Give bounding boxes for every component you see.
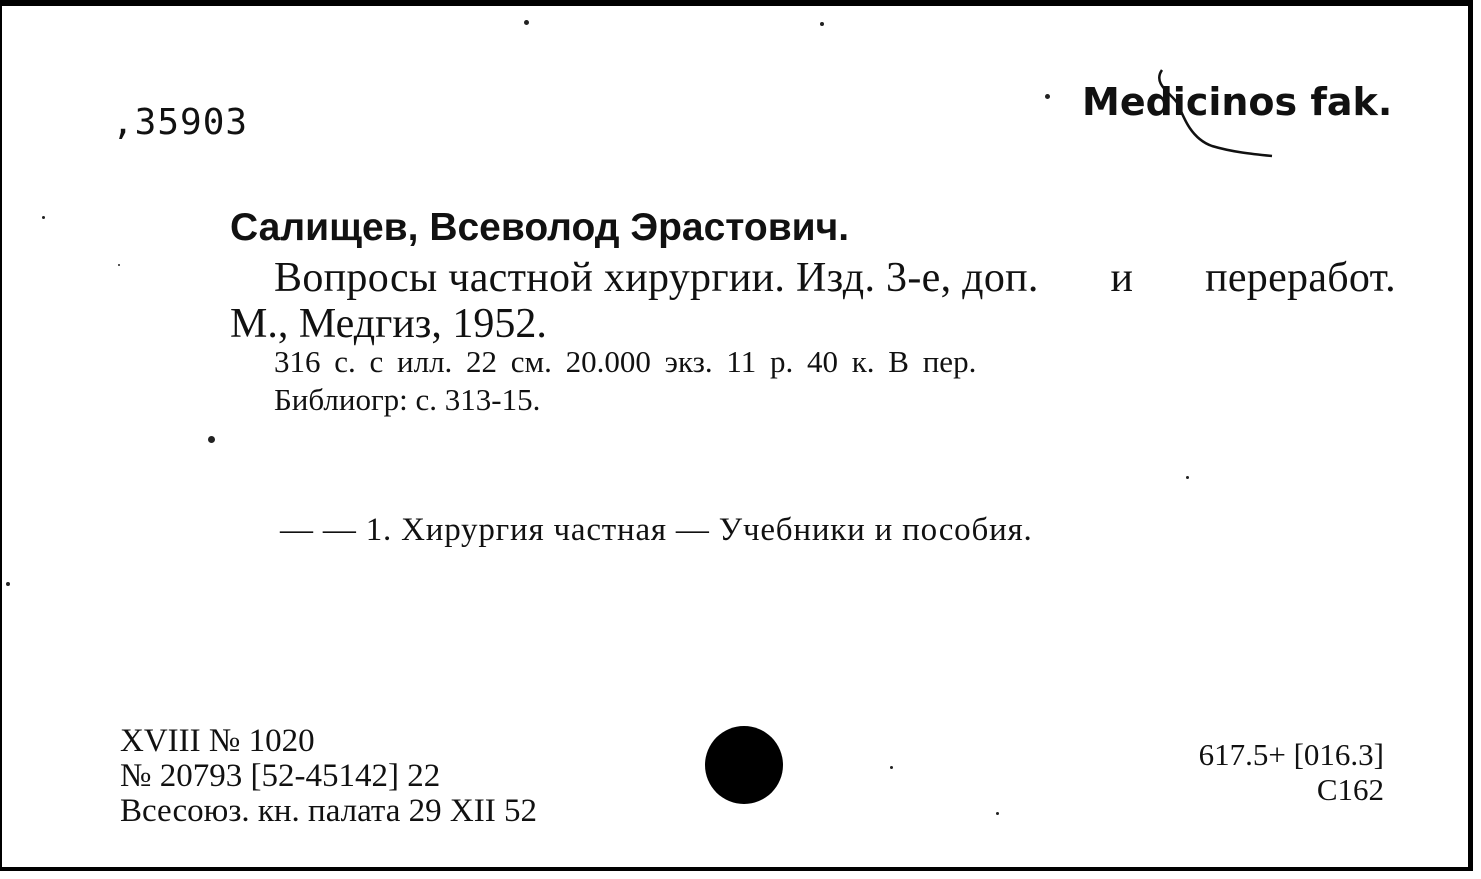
- title-conjunction: и: [1110, 255, 1134, 301]
- registration-block: [120, 724, 537, 829]
- title-text: Вопросы частной хирургии. Изд. 3-е, доп.: [274, 255, 1039, 301]
- speck-mark: [208, 436, 215, 443]
- speck-mark: [1045, 94, 1050, 99]
- author-heading: Салищев, Всеволод Эрастович.: [230, 206, 850, 249]
- collation: 316 с. с илл. 22 см. 20.000 экз. 11 р. 40 к. В пер.: [274, 344, 977, 379]
- speck-mark: [6, 582, 10, 586]
- registration-line: XVIII № 1020: [120, 723, 315, 759]
- classification-block: [1199, 737, 1384, 807]
- title-statement: [274, 254, 1396, 302]
- speck-mark: [820, 22, 824, 26]
- registration-line: Всесоюз. кн. палата 29 XII 52: [120, 793, 537, 829]
- speck-mark: [42, 216, 45, 219]
- speck-mark: [118, 264, 120, 266]
- speck-mark: [996, 812, 999, 815]
- imprint: М., Медгиз, 1952.: [230, 301, 547, 347]
- call-number: С162: [1316, 772, 1384, 807]
- bibliography-note: Библиогр: с. 313-15.: [274, 382, 541, 417]
- subject-heading: — — 1. Хирургия частная — Учебники и пособия.: [280, 512, 1033, 548]
- speck-mark: [1186, 476, 1189, 479]
- card-punch-hole: [705, 726, 783, 804]
- speck-mark: [890, 766, 893, 769]
- speck-mark: [524, 20, 529, 25]
- classification-code: 617.5+ [016.3]: [1198, 737, 1384, 772]
- registration-line: № 20793 [52-45142] 22: [120, 758, 441, 794]
- accession-number: ,35903: [112, 102, 249, 143]
- title-edition-note: переработ.: [1205, 255, 1396, 301]
- library-stamp: Medicinos fak.: [1082, 80, 1393, 124]
